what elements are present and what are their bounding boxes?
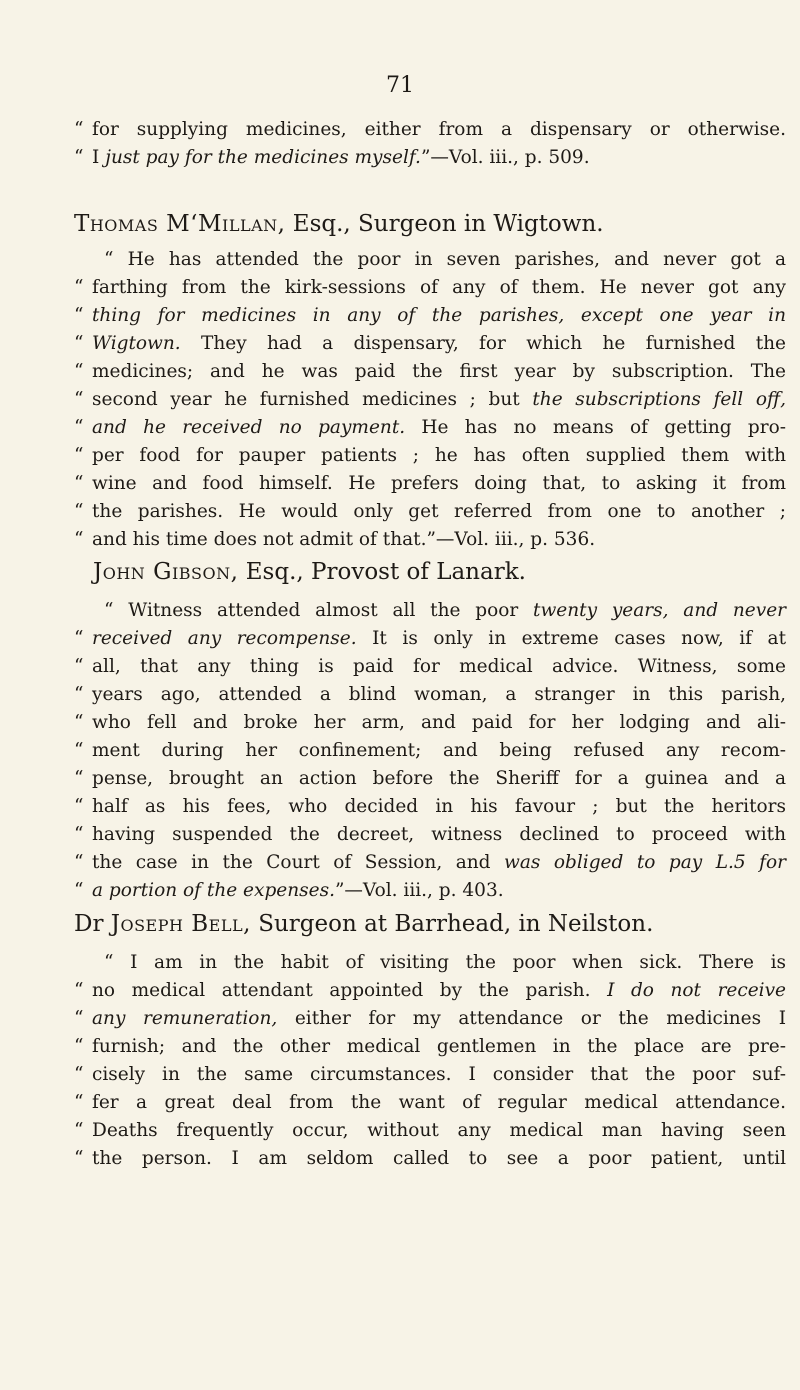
quote-mark: “: [74, 1036, 84, 1057]
line-text: wine and food himself. He prefers doing that, to asking it from: [92, 473, 786, 494]
testimony-mcmillan: [0, 246, 800, 554]
line-text: Deaths frequently occur, without any medical man having seen: [92, 1120, 786, 1141]
text-line: [0, 765, 800, 793]
line-text: I just pay for the medicines myself.”—Vol. iii., p. 509.: [92, 147, 590, 168]
text-line: [0, 116, 800, 144]
quote-mark: “: [74, 147, 84, 168]
line-text: and his time does not admit of that.”—Vol. iii., p. 536.: [92, 529, 596, 550]
text-line: [0, 821, 800, 849]
quote-mark: “: [74, 824, 84, 845]
text-line: [0, 414, 800, 442]
line-text: per food for pauper patients ; he has often supplied them with: [92, 445, 786, 466]
text-line: [0, 849, 800, 877]
line-text: “ He has attended the poor in seven parishes, and never got a: [104, 249, 786, 270]
quote-mark: “: [74, 305, 84, 326]
quote-mark: “: [74, 1120, 84, 1141]
page-number: 71: [386, 73, 414, 98]
line-text: farthing from the kirk-sessions of any of them. He never got any: [92, 277, 786, 298]
text-line: [0, 442, 800, 470]
text-line: [0, 877, 800, 905]
line-text: Wigtown. They had a dispensary, for which he furnished the: [92, 333, 786, 354]
heading-title: Esq., Surgeon in Wigtown.: [285, 211, 604, 237]
line-text: having suspended the decreet, witness declined to proceed with: [92, 824, 786, 845]
section-heading-gibson: [0, 556, 800, 588]
quote-mark: “: [74, 1092, 84, 1113]
text-line: [0, 793, 800, 821]
quote-mark: “: [74, 473, 84, 494]
testimony-bell: [0, 949, 800, 1173]
quote-mark: “: [74, 1064, 84, 1085]
text-line: [0, 597, 800, 625]
text-line: [0, 737, 800, 765]
line-text: second year he furnished medicines ; but the subscriptions fell off,: [92, 389, 786, 410]
heading-name: Thomas M‘Millan,: [74, 211, 286, 237]
quote-mark: “: [74, 656, 84, 677]
text-line: [0, 1033, 800, 1061]
text-line: [0, 386, 800, 414]
quote-mark: “: [74, 796, 84, 817]
line-text: thing for medicines in any of the parishes, except one year in: [92, 305, 786, 326]
line-text: cisely in the same circumstances. I consider that the poor suf-: [92, 1064, 786, 1085]
heading-prefix: Dr: [74, 911, 111, 937]
line-text: received any recompense. It is only in extreme cases now, if at: [92, 628, 787, 649]
text-line: [0, 709, 800, 737]
section-heading-mcmillan: [0, 208, 800, 240]
text-line: [0, 977, 800, 1005]
line-text: “ Witness attended almost all the poor twenty years, and never: [104, 600, 786, 621]
line-text: years ago, attended a blind woman, a stranger in this parish,: [92, 684, 786, 705]
text-line: [0, 653, 800, 681]
line-text: medicines; and he was paid the first year by subscription. The: [92, 361, 786, 382]
text-line: [0, 330, 800, 358]
line-text: pense, brought an action before the Sheriff for a guinea and a: [92, 768, 786, 789]
line-text: no medical attendant appointed by the parish. I do not receive: [92, 980, 786, 1001]
quote-mark: “: [74, 1148, 84, 1169]
text-line: [0, 358, 800, 386]
quote-mark: “: [74, 361, 84, 382]
quote-mark: “: [74, 501, 84, 522]
text-line: [0, 1061, 800, 1089]
line-text: furnish; and the other medical gentlemen in the place are pre-: [92, 1036, 786, 1057]
text-line: [0, 1005, 800, 1033]
text-line: [0, 498, 800, 526]
line-text: fer a great deal from the want of regular medical attendance.: [92, 1092, 786, 1113]
line-text: half as his fees, who decided in his favour ; but the heritors: [92, 796, 786, 817]
text-line: [0, 949, 800, 977]
quote-mark: “: [74, 333, 84, 354]
line-text: the parishes. He would only get referred from one to another ;: [92, 501, 786, 522]
testimony-continuation: [0, 116, 800, 172]
text-line: [0, 1145, 800, 1173]
quote-mark: “: [74, 684, 84, 705]
heading-name: Joseph Bell,: [110, 911, 251, 937]
section-heading-bell: [0, 908, 800, 940]
text-line: [0, 274, 800, 302]
text-line: [0, 470, 800, 498]
line-text: a portion of the expenses.”—Vol. iii., p. 403.: [92, 880, 504, 901]
testimony-gibson: [0, 597, 800, 905]
quote-mark: “: [74, 740, 84, 761]
quote-mark: “: [74, 389, 84, 410]
quote-mark: “: [74, 1008, 84, 1029]
text-line: [0, 526, 800, 554]
heading-title: Surgeon at Barrhead, in Neilston.: [250, 911, 654, 937]
quote-mark: “: [74, 880, 84, 901]
text-line: [0, 681, 800, 709]
text-line: [0, 144, 800, 172]
quote-mark: “: [74, 628, 84, 649]
quote-mark: “: [74, 712, 84, 733]
line-text: any remuneration, either for my attendance or the medicines I: [92, 1008, 787, 1029]
quote-mark: “: [74, 768, 84, 789]
heading-name: John Gibson,: [93, 559, 239, 585]
quote-mark: “: [74, 852, 84, 873]
text-line: [0, 625, 800, 653]
line-text: all, that any thing is paid for medical advice. Witness, some: [92, 656, 786, 677]
text-line: [0, 1117, 800, 1145]
quote-mark: “: [74, 277, 84, 298]
quote-mark: “: [74, 529, 84, 550]
text-line: [0, 302, 800, 330]
text-line: [0, 1089, 800, 1117]
heading-title: Esq., Provost of Lanark.: [238, 559, 526, 585]
line-text: and he received no payment. He has no means of getting pro-: [92, 417, 787, 438]
quote-mark: “: [74, 980, 84, 1001]
quote-mark: “: [74, 417, 84, 438]
line-text: who fell and broke her arm, and paid for her lodging and ali-: [92, 712, 786, 733]
line-text: “ I am in the habit of visiting the poor when sick. There is: [104, 952, 786, 973]
quote-mark: “: [74, 445, 84, 466]
quote-mark: “: [74, 119, 84, 140]
text-line: [0, 246, 800, 274]
line-text: ment during her confinement; and being refused any recom-: [92, 740, 786, 761]
line-text: the person. I am seldom called to see a poor patient, until: [92, 1148, 786, 1169]
line-text: for supplying medicines, either from a dispensary or otherwise.: [92, 119, 786, 140]
line-text: the case in the Court of Session, and was obliged to pay L.5 for: [92, 852, 786, 873]
